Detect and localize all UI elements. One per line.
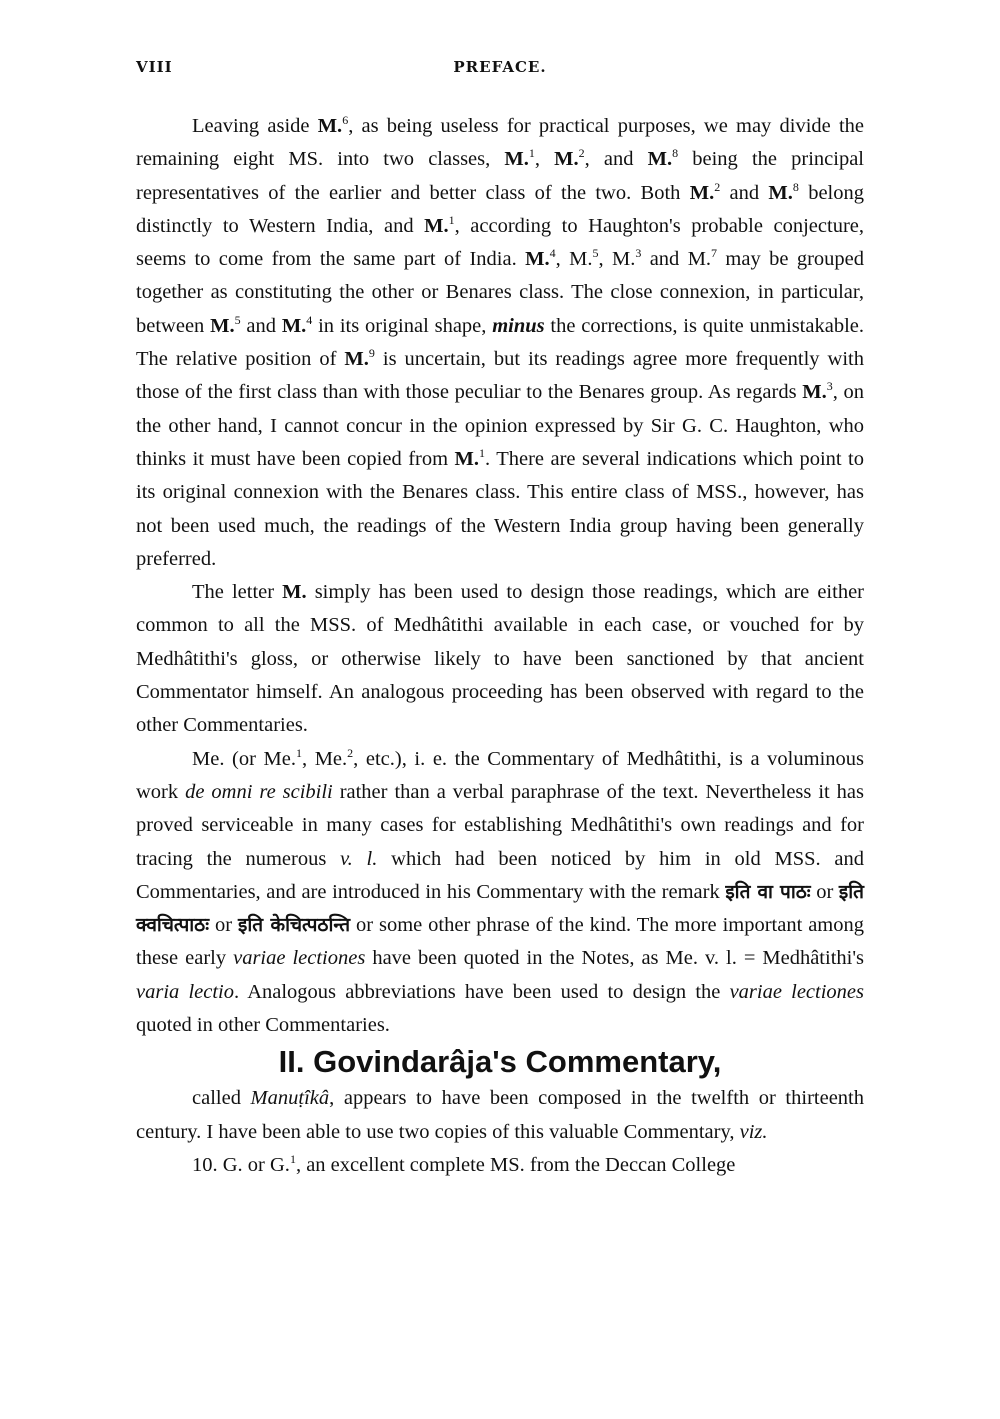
page-number: VIII	[136, 58, 173, 76]
body-text	[136, 110, 864, 1182]
running-title: PREFACE.	[453, 58, 547, 76]
running-head	[136, 58, 864, 82]
devanagari-phrase-2: इति क्वचित्पाठः	[136, 880, 865, 937]
paragraph-manuscript-classes: Leaving aside M.$^6$, as being useless for practical purposes, we may divide the remaining eight MS. into two classes, M.$^1$, M.$^2$, and M.$^8$ being the principal representatives of the earlier and better class of the two. Both M.$^2$ and M.$^8$ belong distinctly to Western India, and M.$^1$, according to Haughton's probable conjecture, seems to come from the same part of India. M.$^4$, M.$^5$, M.$^3$ and M.$^7$ may be grouped together as constituting the other or Benares class. The close connexion, in particular, between M.$^5$ and M.$^4$ in its original shape, minus the corrections, is quite unmistakable. The relative position of M.$^9$ is uncertain, but its readings agree more frequently with those of the first class than with those peculiar to the Benares group. As regards M.$^3$, on the other hand, I cannot concur in the opinion expressed by Sir G. C. Haughton, who thinks it must have been copied from M.$^1$. There are several indications which point to its original connexion with the Benares class. This entire class of MSS., however, has not been used much, the readings of the Western India group having been generally preferred.	[136, 113, 865, 570]
paragraph-govindaraja: called Manuṭîkâ, appears to have been composed in the twelfth or thirteenth century. I have been able to use two copies of this valuable Commentary, viz.	[136, 1087, 864, 1143]
paragraph-letter-m: The letter M. simply has been used to design those readings, which are either common to all the MSS. of Medhâtithi available in each case, or vouched for by Medhâtithi's gloss, or otherwise likely to have been sanctioned by that ancient Commentator himself. An analogous proceeding has been observed with regard to the other Commentaries.	[136, 581, 864, 737]
devanagari-phrase-1: इति वा पाठः	[725, 880, 811, 903]
paragraph-medhatithi-commentary: Me. (or Me.$^1$, Me.$^2$, etc.), i. e. the Commentary of Medhâtithi, is a voluminous work de omni re scibili rather than a verbal paraphrase of the text. Nevertheless it has proved serviceable in many cases for establishing Medhâtithi's own readings and for tracing the numerous v. l. which had been noticed by him in old MSS. and Commentaries, and are introduced in his Commentary with the remark इति वा पाठः or इति क्वचित्पाठः or इति केचित्पठन्ति or some other phrase of the kind. The more important among these early variae lectiones have been quoted in the Notes, as Me. v. l. = Medhâtithi's varia lectio. Analogous abbreviations have been used to design the variae lectiones quoted in other Commentaries.	[136, 745, 865, 1037]
devanagari-phrase-3: इति केचित्पठन्ति	[237, 914, 351, 937]
paragraph-manuscript-10: 10. G. or G.$^1$, an excellent complete MS. from the Deccan College	[192, 1151, 736, 1176]
section-heading: II. Govindarâja's Commentary,	[278, 1044, 722, 1080]
